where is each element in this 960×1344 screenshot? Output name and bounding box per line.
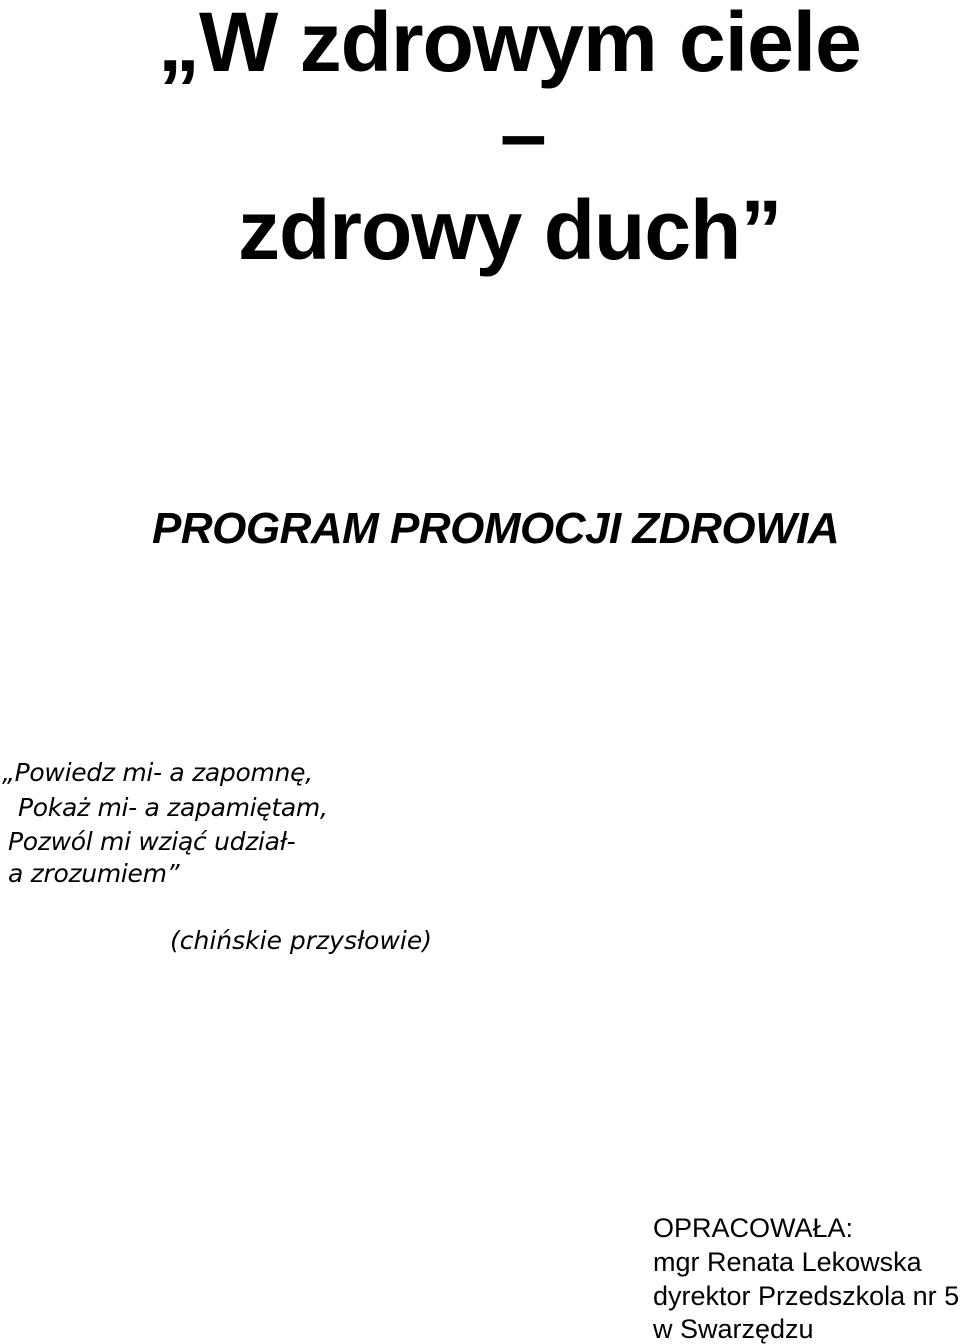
quote-line: Pokaż mi- a zapamiętam, [18, 793, 328, 822]
author-location: w Swarzędzu [653, 1314, 814, 1344]
author-role: dyrektor Przedszkola nr 5 [653, 1281, 960, 1311]
program-heading: PROGRAM PROMOCJI ZDROWIA [152, 504, 840, 553]
title-line-1: „W zdrowym ciele [158, 0, 861, 89]
quote-line: Pozwól mi wziąć udział- [8, 827, 296, 856]
title-line-2: zdrowy duch” [238, 183, 782, 277]
quote-line: „Powiedz mi- a zapomnę, [2, 758, 313, 787]
author-name: mgr Renata Lekowska [653, 1247, 922, 1277]
title-dash: – [500, 87, 547, 181]
quote-source: (chińskie przysłowie) [170, 926, 432, 955]
author-label: OPRACOWAŁA: [653, 1213, 854, 1243]
quote-line: a zrozumiem” [8, 859, 180, 888]
